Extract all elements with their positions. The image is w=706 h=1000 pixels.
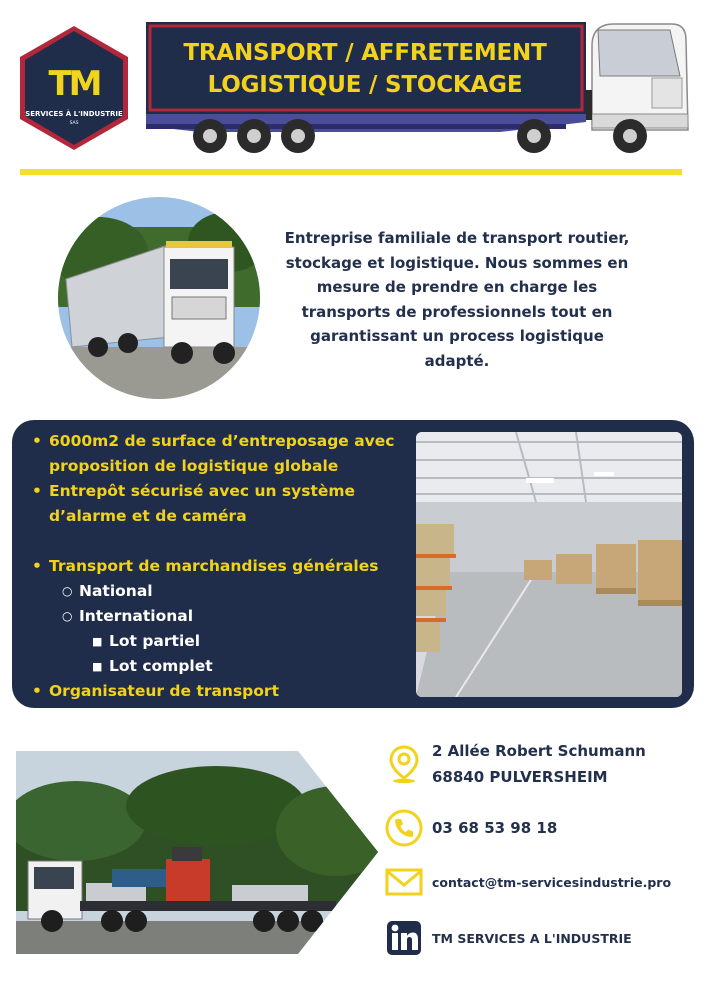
bullet-dot: • [32,682,42,700]
service-item [32,679,412,704]
contact-email [384,862,671,902]
linkedin-icon[interactable] [384,918,424,958]
address-line-1: 2 Allée Robert Schumann [432,742,646,760]
bullet-square: ■ [92,660,103,673]
contact-linkedin [384,918,632,958]
truck-photo-circle [58,197,260,399]
phone-number[interactable]: 03 68 53 98 18 [432,819,558,837]
sub-international: International [79,607,194,625]
logo-subtitle: SERVICES À L'INDUSTRIE [25,110,123,118]
logo-mark: TM [48,64,100,104]
flatbed-truck-photo [16,751,378,954]
service-item [32,479,412,529]
bullet-dot: • [32,432,42,450]
sub-item [32,579,412,604]
warehouse-photo [416,432,682,697]
logo-legal-form: SAS [69,121,79,126]
banner-line-2: LOGISTIQUE / STOCKAGE [207,72,523,98]
location-pin-icon [384,744,424,784]
linkedin-label[interactable]: TM SERVICES A L'INDUSTRIE [432,930,632,946]
company-logo [18,24,130,152]
intro-paragraph: Entreprise familiale de transport routier, stockage et logistique. Nous sommes en mesure de prendre en charge les transports de professionnels tout en garantissant un process logistique adapté. [284,229,630,370]
service-item [32,429,412,479]
bullet-circle: ○ [62,609,73,623]
services-list [32,429,412,704]
bullet-dot: • [32,557,42,575]
service-security: Entrepôt sécurisé avec un système d’alarme et de caméra [49,482,356,525]
phone-icon [384,808,424,848]
service-warehousing: 6000m2 de surface d’entreposage avec proposition de logistique globale [49,432,395,475]
envelope-icon [384,862,424,902]
banner-line-1: TRANSPORT / AFFRETEMENT [183,40,547,66]
sub-lot-partiel: Lot partiel [109,632,201,650]
sub-sub-item [32,629,412,654]
contact-address [384,738,646,790]
service-organizer: Organisateur de transport [49,682,279,700]
bullet-dot: • [32,482,42,500]
sub-national: National [79,582,153,600]
sub-item [32,604,412,629]
email-address[interactable]: contact@tm-servicesindustrie.pro [432,874,672,890]
header-banner [150,26,580,112]
header-divider [20,169,682,175]
bullet-circle: ○ [62,584,73,598]
service-transport: Transport de marchandises générales [49,557,379,575]
address-block [432,738,646,790]
bullet-square: ■ [92,635,103,648]
service-item [32,554,412,579]
contact-phone [384,808,557,848]
address-line-2: 68840 PULVERSHEIM [432,768,608,786]
sub-sub-item [32,654,412,679]
sub-lot-complet: Lot complet [109,657,213,675]
